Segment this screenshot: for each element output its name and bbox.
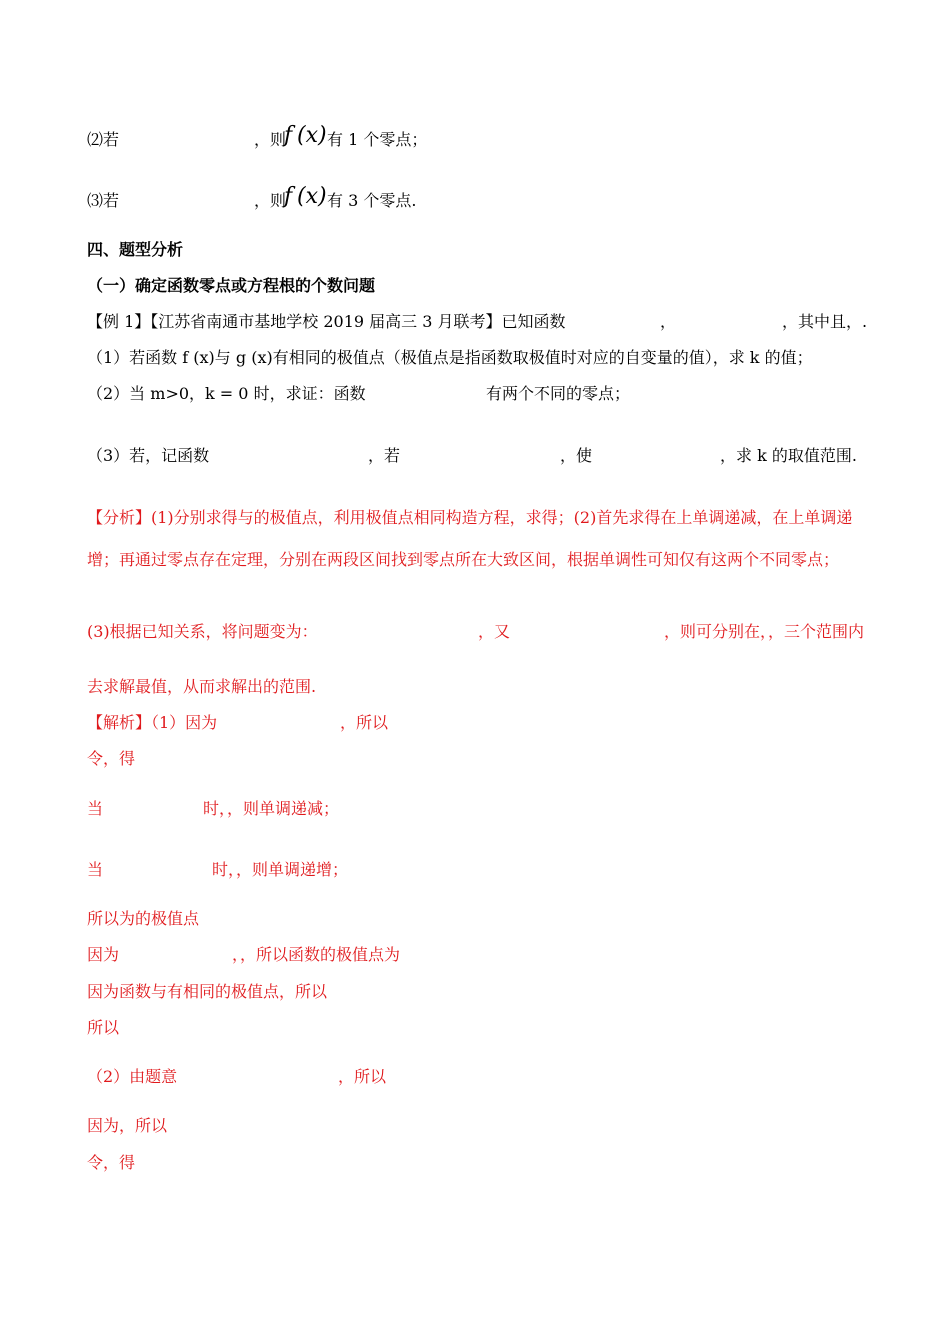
solution-line-9-a: （2）由题意 (87, 1067, 178, 1086)
condition-then: ，则 (254, 130, 287, 149)
question-2-part-a: （2）当 m>0，k = 0 时，求证：函数 (87, 384, 366, 403)
condition-label: ⑶若 (87, 191, 120, 210)
analysis-line-2: 增；再通过零点存在定理，分别在两段区间找到零点所在大致区间，根据单调性可知仅有这两个不同零点； (87, 550, 840, 569)
solution-line-9-b: ，所以 (338, 1067, 387, 1086)
solution-line-4-a: 当 (87, 860, 104, 879)
question-2-part-b: 有两个不同的零点； (486, 384, 631, 403)
solution-line-11: 令，得 (87, 1153, 136, 1172)
condition-then: ，则 (254, 191, 287, 210)
function-argument: (x) (297, 184, 327, 209)
condition-label: ⑵若 (87, 130, 120, 149)
solution-line-4-b: 时，，则单调递增； (212, 860, 349, 879)
solution-line-3-a: 当 (87, 799, 104, 818)
subsection-heading: （一）确定函数零点或方程根的个数问题 (87, 276, 376, 295)
analysis-line-3-c: ，则可分别在，，三个范围内 (664, 622, 865, 641)
question-1: （1）若函数 f (x)与 g (x)有相同的极值点（极值点是指函数取极值时对应的自变量的值），求 k 的值； (87, 348, 813, 367)
example-1-intro: 【例 1】【江苏省南通市基地学校 2019 届高三 3 月联考】已知函数 (87, 312, 566, 331)
function-argument: (x) (297, 123, 327, 148)
example-1-comma: ， (660, 312, 677, 331)
solution-line-2: 令，得 (87, 749, 136, 768)
analysis-line-4: 去求解最值，从而求解出的范围. (87, 677, 317, 696)
analysis-line-3-b: ，又 (478, 622, 511, 641)
solution-line-10: 因为，所以 (87, 1116, 168, 1135)
solution-line-5: 所以为的极值点 (87, 909, 200, 928)
solution-line-8: 所以 (87, 1018, 120, 1037)
condition-result: 有 3 个零点. (327, 191, 417, 210)
solution-line-6-b: ，，所以函数的极值点为 (232, 945, 401, 964)
question-3-part-c: ，使 (560, 446, 593, 465)
solution-line-3-b: 时，，则单调递减； (203, 799, 340, 818)
question-3-part-d: ，求 k 的取值范围. (720, 446, 857, 465)
example-1-condition: ，其中且，. (782, 312, 868, 331)
analysis-line-3-a: (3)根据已知关系，将问题变为： (87, 622, 318, 641)
solution-line-1-b: ，所以 (340, 713, 389, 732)
analysis-line-1: 【分析】(1)分别求得与的极值点，利用极值点相同构造方程，求得；(2)首先求得在上单调递减，在上单调递 (87, 508, 853, 527)
section-heading: 四、题型分析 (87, 240, 184, 259)
solution-line-7: 因为函数与有相同的极值点，所以 (87, 982, 328, 1001)
solution-line-1-a: 【解析】（1）因为 (87, 713, 218, 732)
function-symbol: f (284, 184, 293, 209)
condition-result: 有 1 个零点； (327, 130, 428, 149)
solution-line-6-a: 因为 (87, 945, 120, 964)
question-3-part-b: ，若 (368, 446, 401, 465)
function-symbol: f (284, 123, 293, 148)
question-3-part-a: （3）若，记函数 (87, 446, 210, 465)
